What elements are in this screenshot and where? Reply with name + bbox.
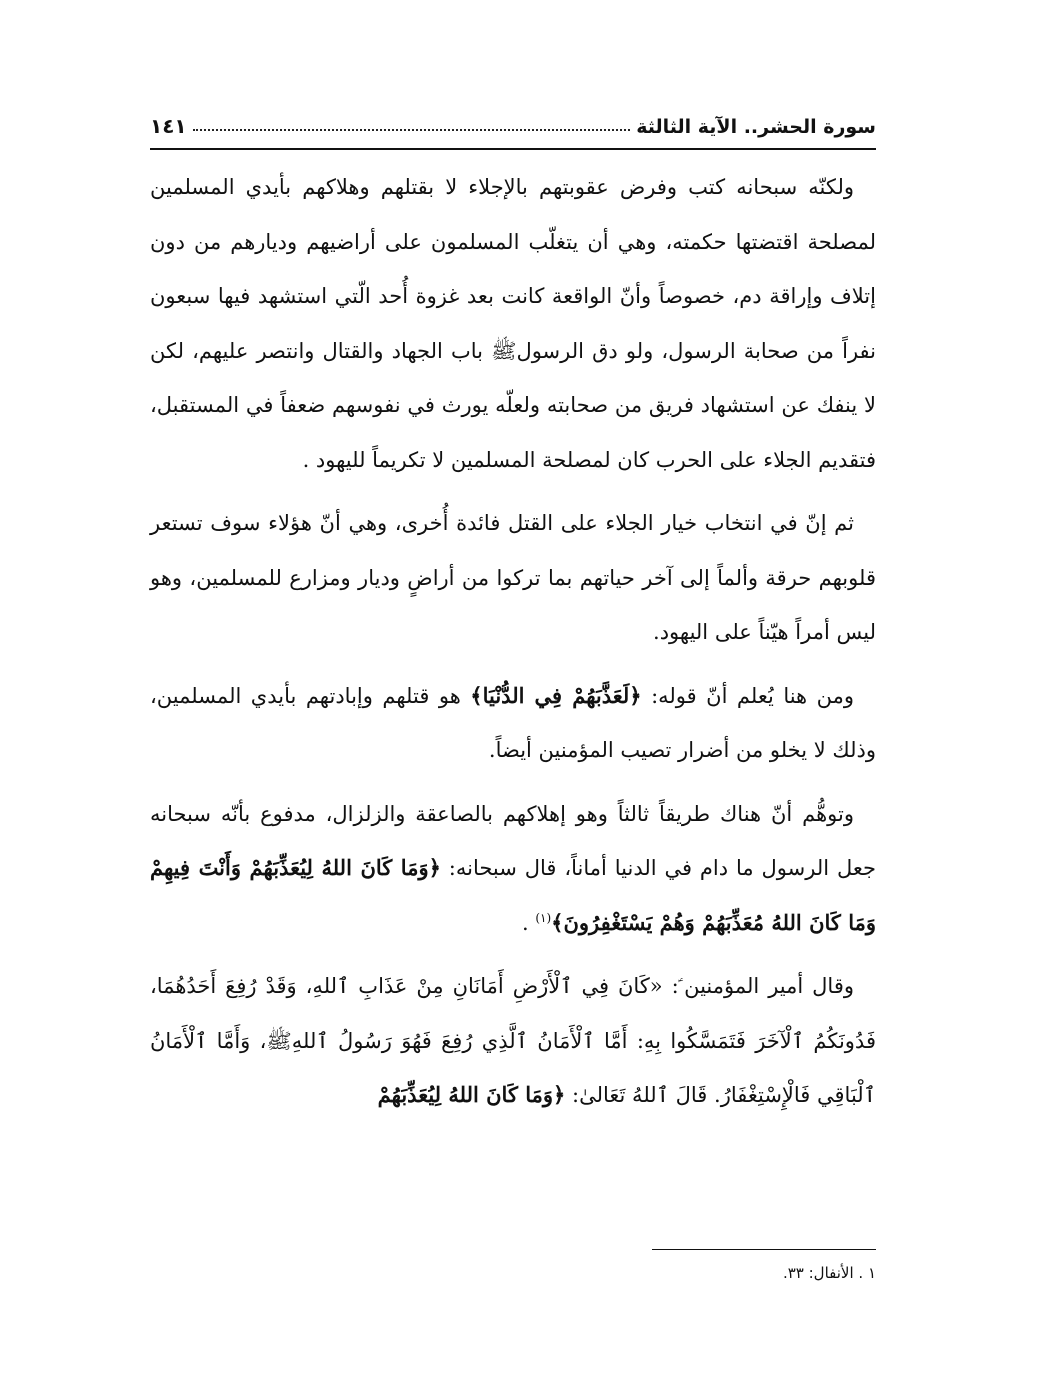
paragraph-3-lead: ومن هنا يُعلم أنّ قوله: bbox=[641, 683, 854, 708]
body-text bbox=[150, 160, 876, 1132]
paragraph-5-lead: وقال أمير المؤمنين ؑ: «كَانَ فِي ٱلْأَرْضِ أَمَانَانِ مِنْ عَذَابِ ٱللهِ، وَقَدْ رُفِعَ أَحَدُهُمَا، فَدُونَكُمُ ٱلْآخَرَ فَتَمَسَّكُوا بِهِ: أَمَّا ٱلْأَمَانُ ٱلَّذِي رُفِعَ فَهُوَ رَسُولُ ٱللهِﷺ، وَأَمَّا ٱلْأَمَانُ ٱلْبَاقِي فَالْإِسْتِغْفَارُ. قَالَ ٱللهُ تَعَالىٰ: bbox=[150, 974, 876, 1107]
quran-verse-3: ﴿وَمَا كَانَ اللهُ لِيُعَذِّبَهُمْ bbox=[377, 1082, 566, 1107]
paragraph-4-lead: وتوهُّم أنّ هناك طريقاً ثالثاً وهو إهلاكهم بالصاعقة والزلزال، مدفوع بأنّه سبحانه جعل الرسول ما دام في الدنيا أماناً، قال سبحانه: bbox=[150, 801, 876, 880]
quran-verse-1: ﴿لَعَذَّبَهُمْ فِي الدُّنْيَا﴾ bbox=[470, 682, 642, 708]
paragraph-4 bbox=[150, 787, 876, 951]
footnote-rule bbox=[652, 1249, 876, 1250]
paragraph-3 bbox=[150, 669, 876, 778]
chapter-title: سورة الحشر.. الآية الثالثة bbox=[636, 116, 876, 138]
header-rule bbox=[150, 148, 876, 150]
paragraph-1: ولكنّه سبحانه كتب وفرض عقوبتهم بالإجلاء لا بقتلهم وهلاكهم بأيدي المسلمين لمصلحة اقتضتها حكمته، وهي أن يتغلّب المسلمون على أراضيهم وديارهم من دون إتلاف وإراقة دم، خصوصاً وأنّ الواقعة كانت بعد غزوة أُحد الّتي استشهد فيها سبعون نفراً من صحابة الرسول، ولو دق الرسولﷺ باب الجهاد والقتال وانتصر عليهم، لكن لا ينفك عن استشهاد فريق من صحابته ولعلّه يورث في نفوسهم ضعفاً في المستقبل، فتقديم الجلاء على الحرب كان لمصلحة المسلمين لا تكريماً لليهود . bbox=[150, 175, 876, 472]
footnote: ١ . الأنفال: ٣٣. bbox=[782, 1264, 876, 1282]
running-header bbox=[150, 104, 876, 138]
page-number: ١٤١ bbox=[150, 114, 187, 138]
paragraph-2: ثم إنّ في انتخاب خيار الجلاء على القتل فائدة أُخرى، وهي أنّ هؤلاء سوف تستعر قلوبهم حرقة وألماً إلى آخر حياتهم بما تركوا من أراضٍ وديار ومزارع للمسلمين، وهو ليس أمراً هيّناً على اليهود. bbox=[150, 511, 876, 644]
paragraph-5 bbox=[150, 959, 876, 1123]
footnote-reference[interactable]: (١) bbox=[535, 910, 552, 925]
paragraph-4-end: . bbox=[521, 910, 536, 935]
quran-verse-2: ﴿وَمَا كَانَ اللهُ لِيُعَذِّبَهُمْ وَأَنْتَ فِيهِمْ وَمَا كَانَ اللهُ مُعَذِّبَهُمْ وَهُمْ يَسْتَغْفِرُونَ﴾ bbox=[150, 855, 876, 935]
paragraph-3-rest: هو قتلهم وإبادتهم بأيدي المسلمين، وذلك لا يخلو من أضرار تصيب المؤمنين أيضاً. bbox=[150, 683, 876, 762]
dot-leader bbox=[193, 129, 631, 131]
